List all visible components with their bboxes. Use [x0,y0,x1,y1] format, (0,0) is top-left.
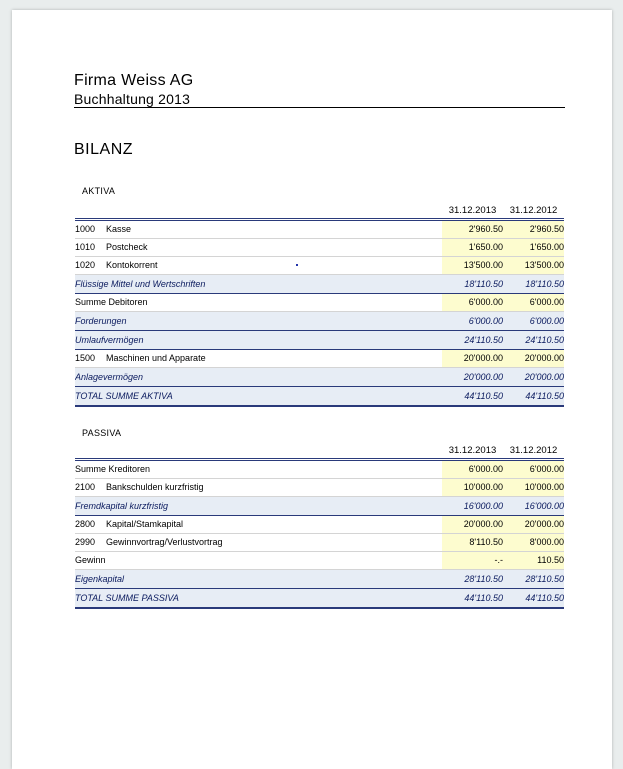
value-2013: 13'500.00 [442,257,503,275]
value-2012: 10'000.00 [503,479,564,497]
row-label [75,552,442,570]
value-2012: 20'000.00 [503,350,564,368]
row-label [75,350,442,368]
page-title: BILANZ [74,141,134,158]
passiva-col-2013: 31.12.2013 [442,443,503,460]
value-2012: 8'000.00 [503,534,564,552]
passiva-col-2012: 31.12.2012 [503,443,564,460]
aktiva-row-subtotal [75,275,564,294]
value-2013: 6'000.00 [442,312,503,331]
passiva-row-account [75,479,564,497]
account-name: Postcheck [106,242,148,252]
account-name: Forderungen [75,316,127,326]
account-number: 2990 [75,537,96,547]
passiva-section-label: PASSIVA [82,428,122,438]
row-label [75,220,442,239]
header-divider [74,107,565,108]
value-2012: 44'110.50 [503,589,564,609]
account-name: Summe Debitoren [75,297,148,307]
row-label [75,589,442,609]
value-2013: 44'110.50 [442,387,503,407]
aktiva-header-blank [75,203,442,220]
value-2013: 10'000.00 [442,479,503,497]
account-name: Summe Kreditoren [75,464,151,474]
row-label [75,497,442,516]
value-2012: 18'110.50 [503,275,564,294]
account-name: Anlagevermögen [75,372,144,382]
value-2013: 28'110.50 [442,570,503,589]
value-2012: 6'000.00 [503,312,564,331]
aktiva-row-account [75,294,564,312]
value-2012: 6'000.00 [503,294,564,312]
account-name: Gewinnvortrag/Verlustvortrag [106,537,223,547]
account-name: Flüssige Mittel und Wertschriften [75,279,206,289]
aktiva-row-account [75,239,564,257]
aktiva-row-account [75,350,564,368]
aktiva-col-2012: 31.12.2012 [503,203,564,220]
account-number: 1500 [75,353,96,363]
value-2013: 6'000.00 [442,294,503,312]
row-label [75,239,442,257]
value-2012: 28'110.50 [503,570,564,589]
account-number: 2800 [75,519,96,529]
value-2013: 24'110.50 [442,331,503,350]
row-label [75,312,442,331]
passiva-row-account [75,534,564,552]
passiva-row-account [75,552,564,570]
value-2013: 16'000.00 [442,497,503,516]
account-name: Bankschulden kurzfristig [106,482,204,492]
aktiva-header-row [75,203,564,220]
aktiva-col-2013: 31.12.2013 [442,203,503,220]
passiva-header-row [75,443,564,460]
account-name: Eigenkapital [75,574,125,584]
row-label [75,368,442,387]
value-2013: 6'000.00 [442,460,503,479]
value-2012: 20'000.00 [503,368,564,387]
value-2013: 18'110.50 [442,275,503,294]
aktiva-row-account [75,257,564,275]
account-name: Kasse [106,224,132,234]
account-name: Maschinen und Apparate [106,353,206,363]
row-label [75,479,442,497]
value-2013: 1'650.00 [442,239,503,257]
aktiva-row-account [75,220,564,239]
value-2013: 2'960.50 [442,220,503,239]
value-2013: 20'000.00 [442,516,503,534]
row-label [75,534,442,552]
value-2012: 20'000.00 [503,516,564,534]
aktiva-row-total [75,387,564,407]
row-label [75,460,442,479]
row-label [75,516,442,534]
value-2012: 110.50 [503,552,564,570]
value-2013: -.- [442,552,503,570]
row-label [75,257,442,275]
passiva-row-account [75,516,564,534]
account-name: Umlaufvermögen [75,335,144,345]
account-name: TOTAL SUMME PASSIVA [75,593,179,603]
value-2012: 44'110.50 [503,387,564,407]
value-2012: 24'110.50 [503,331,564,350]
aktiva-row-subtotal [75,331,564,350]
account-name: Gewinn [75,555,106,565]
account-name: Kapital/Stamkapital [106,519,184,529]
value-2012: 16'000.00 [503,497,564,516]
passiva-row-subtotal [75,570,564,589]
row-label [75,294,442,312]
document-page [12,10,612,769]
aktiva-table [75,203,564,407]
value-2013: 20'000.00 [442,350,503,368]
value-2012: 13'500.00 [503,257,564,275]
row-label [75,275,442,294]
account-name: TOTAL SUMME AKTIVA [75,391,173,401]
value-2013: 8'110.50 [442,534,503,552]
account-name: Fremdkapital kurzfristig [75,501,169,511]
passiva-row-total [75,589,564,609]
stray-dot [296,264,298,266]
account-name: Kontokorrent [106,260,158,270]
row-label [75,387,442,407]
value-2013: 44'110.50 [442,589,503,609]
row-label [75,570,442,589]
account-number: 1000 [75,224,96,234]
account-number: 1010 [75,242,96,252]
value-2013: 20'000.00 [442,368,503,387]
company-name: Firma Weiss AG [74,72,194,89]
aktiva-row-subtotal [75,312,564,331]
passiva-row-subtotal [75,497,564,516]
document-subtitle: Buchhaltung 2013 [74,91,191,107]
aktiva-section-label: AKTIVA [82,186,116,196]
value-2012: 2'960.50 [503,220,564,239]
account-number: 1020 [75,260,96,270]
value-2012: 6'000.00 [503,460,564,479]
account-number: 2100 [75,482,96,492]
passiva-row-account [75,460,564,479]
aktiva-row-subtotal [75,368,564,387]
passiva-table [75,443,564,609]
value-2012: 1'650.00 [503,239,564,257]
passiva-header-blank [75,443,442,460]
row-label [75,331,442,350]
